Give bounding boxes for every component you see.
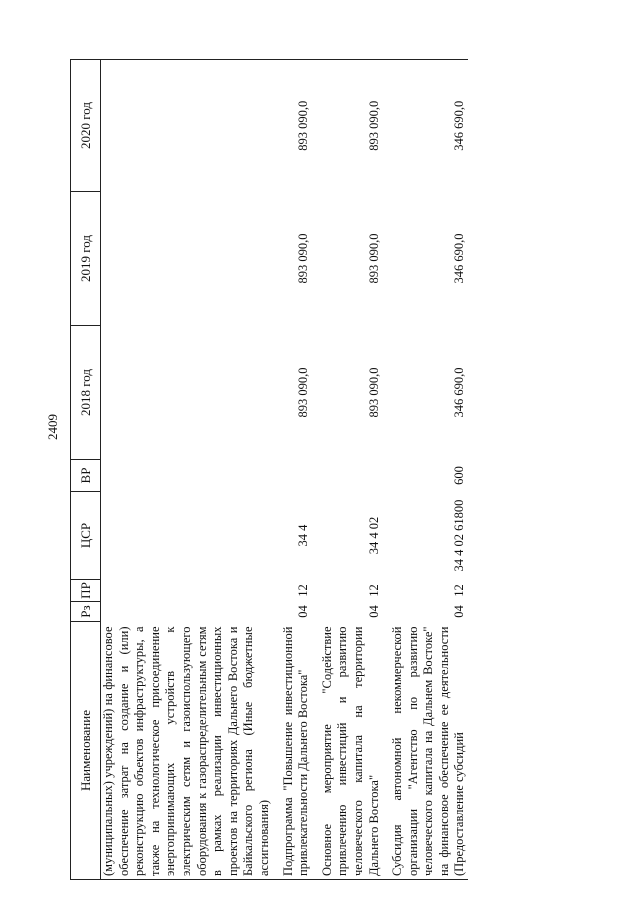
row-rz: 04	[296, 605, 311, 618]
row-name: Субсидия автономной некоммерческой организации "Агентство по развитию человеческого капитала на Дальнем Востоке" на финансовое обеспечение ее деятельности (Предоставление субсидий	[390, 622, 468, 880]
row-vr: 600	[452, 466, 467, 485]
row-2018: 893 090,0	[296, 367, 311, 418]
table-row	[281, 60, 312, 880]
row-name: Подпрограмма "Повышение инвестиционной привлекательности Дальнего Востока"	[281, 622, 312, 880]
row-csr	[101, 492, 273, 580]
row-pr: 12	[296, 584, 311, 597]
header-2018: 2018 год	[71, 326, 101, 460]
row-2019: 893 090,0	[296, 233, 311, 284]
header-name: Наименование	[71, 622, 101, 880]
table-row	[101, 60, 273, 880]
table-header-row	[71, 60, 101, 880]
row-2020: 893 090,0	[281, 60, 312, 192]
row-name: (муниципальных) учреждений) на финансовое обеспечение затрат на создание и (или) реконструкцию объектов инфраструктуры, а также на технологическое присоединение энергопринимающих устройств к электрическим сетям и газоиспользующего оборудования к газораспределительным сетям в рамках реализации инвестиционных проектов на территориях Дальнего Востока и Байкальского региона (Иные бюджетные ассигнования)	[101, 622, 273, 880]
page-number: 2409	[45, 414, 60, 440]
row-rz: 04	[452, 605, 467, 618]
table-row	[320, 60, 382, 880]
budget-table-rotated	[70, 60, 600, 880]
row-2019	[101, 192, 273, 326]
row-2020: 346 690,0	[390, 60, 468, 192]
header-rz: Рз	[71, 602, 101, 622]
header-2020: 2020 год	[71, 60, 101, 192]
row-2018	[101, 326, 273, 460]
row-2019: 893 090,0	[366, 233, 381, 284]
header-pr: ПР	[71, 580, 101, 602]
row-2019: 346 690,0	[452, 233, 467, 284]
row-pr: 12	[452, 584, 467, 597]
row-2020	[101, 60, 273, 192]
row-pr: 12	[366, 584, 381, 597]
row-rz: 04	[366, 605, 381, 618]
row-2020: 893 090,0	[320, 60, 382, 192]
header-2019: 2019 год	[71, 192, 101, 326]
row-vr	[101, 460, 273, 492]
row-vr	[281, 460, 312, 492]
row-csr: 34 4 02 61800	[452, 499, 467, 572]
budget-table	[70, 59, 468, 880]
row-csr: 34 4 02	[366, 516, 381, 555]
row-pr	[101, 580, 273, 602]
row-2018: 346 690,0	[452, 367, 467, 418]
header-csr: ЦСР	[71, 492, 101, 580]
table-row	[390, 60, 468, 880]
row-rz	[101, 602, 273, 622]
row-vr	[320, 460, 382, 492]
row-name: Основное мероприятие "Содействие привлечению инвестиций и развитию человеческого капитала на территории Дальнего Востока"	[320, 622, 382, 880]
row-2018: 893 090,0	[366, 367, 381, 418]
header-vr: ВР	[71, 460, 101, 492]
row-csr: 34 4	[296, 524, 311, 547]
